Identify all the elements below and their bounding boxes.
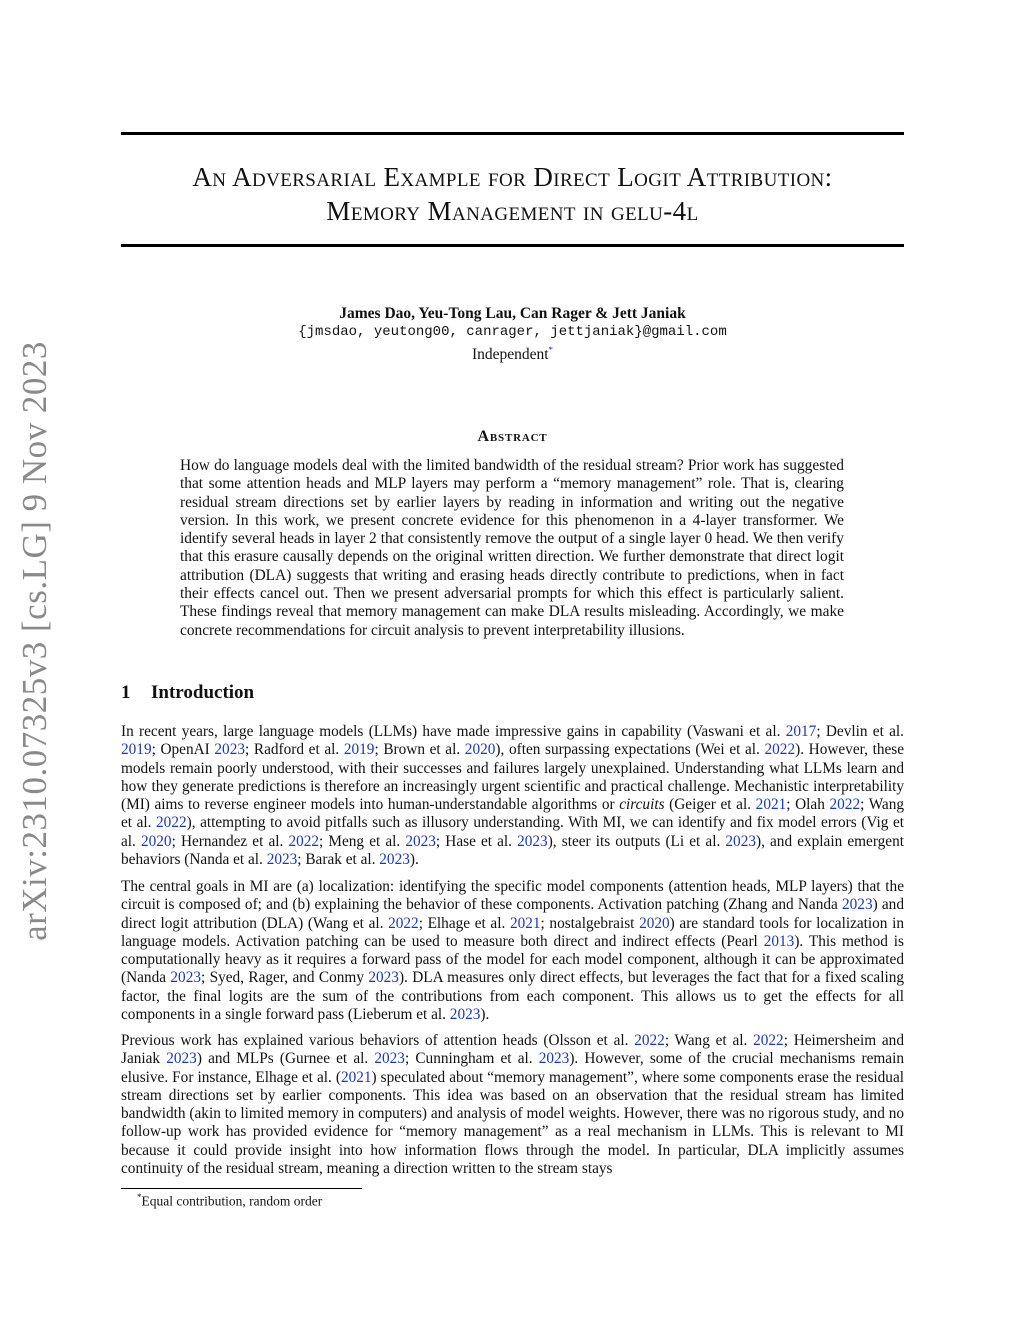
citation-link[interactable]: 2017	[785, 723, 817, 740]
citation-link[interactable]: 2013	[763, 932, 795, 950]
author-affiliation	[121, 341, 904, 364]
citation-link[interactable]: 2022	[634, 1032, 665, 1049]
section-title: Introduction	[151, 682, 255, 703]
affiliation-footnote-mark[interactable]: *	[548, 345, 554, 355]
citation-link[interactable]: 2023	[725, 832, 756, 850]
title-line-1: An Adversarial Example for Direct Logit Attribution:	[192, 162, 833, 192]
affiliation-text: Independent	[471, 346, 549, 364]
title-line-2: Memory Management in gelu-4l	[326, 196, 699, 226]
citation-link[interactable]: 2023	[368, 969, 399, 987]
section-heading-introduction	[121, 682, 254, 704]
footnote-rule	[121, 1188, 362, 1189]
citation-link[interactable]: 2022	[388, 914, 419, 932]
intro-paragraph-2: The central goals in MI are (a) localization: identifying the specific model components (attention heads, MLP layers) that the circuit is composed of; and (b) explaining the behavior of these components. Activation patching (Zhang and Nanda 2023) and direct logit attribution (DLA) (Wang et al. 2022; Elhage et al. 2021; nostalgebraist 2020) are standard tools for localization in language models. Activation patching can be used to measure both direct and indirect effects (Pearl 2013). This method is computationally heavy as it requires a forward pass of the model for each model component, although it can be approximated (Nanda 2023; Syed, Rager, and Conmy 2023). DLA measures only direct effects, but leverages the fact that for a fixed scaling factor, the final logits are the sum of the contributions from each component. This allows us to get the effects for all components in a single forward pass (Lieberum et al. 2023).	[121, 878, 905, 1024]
citation-link[interactable]: 2023	[517, 832, 548, 850]
footnote-mark: *	[137, 1192, 142, 1202]
intro-paragraph-3: Previous work has explained various behaviors of attention heads (Olsson et al. 2022; Wang et al. 2022; Heimersheim and Janiak 2023) and MLPs (Gurnee et al. 2023; Cunningham et al. 2023). However, some of the crucial mechanisms remain elusive. For instance, Elhage et al. (2021) speculated about “memory management”, where some components erase the residual stream directions set by earlier components. This idea was based on an observation that the residual stream has limited bandwidth (akin to limited memory in computers) and analysis of model weights. However, there was no rigorous study, and no follow-up work has provided evidence for “memory management” as a real mechanism in LLMs. This is relevant to MI because it could provide insight into how information flows through the model. In particular, DLA implicitly assumes continuity of the residual stream, meaning a direction written to the stream stays	[121, 1032, 905, 1178]
title-top-rule	[121, 132, 904, 135]
citation-link[interactable]: 2021	[755, 796, 787, 814]
emphasis-circuits: circuits	[619, 796, 665, 814]
citation-link[interactable]: 2023	[166, 1050, 197, 1068]
footnote-text: Equal contribution, random order	[141, 1193, 323, 1209]
citation-link[interactable]: 2020	[464, 741, 496, 759]
citation-link[interactable]: 2021	[509, 914, 541, 932]
arxiv-identifier-text: arXiv:2310.07325v3 [cs.LG] 9 Nov 2023	[15, 341, 54, 941]
citation-link[interactable]: 2023	[214, 741, 245, 759]
citation-link[interactable]: 2022	[764, 741, 796, 759]
paper-title	[121, 160, 904, 228]
citation-link[interactable]: 2022	[753, 1032, 784, 1049]
section-number: 1	[121, 682, 131, 703]
footnote	[137, 1192, 322, 1210]
citation-link[interactable]: 2023	[449, 1006, 481, 1024]
citation-link[interactable]: 2023	[266, 851, 298, 869]
citation-link[interactable]: 2022	[288, 832, 320, 850]
citation-link[interactable]: 2020	[140, 832, 172, 850]
author-emails: {jmsdao, yeutong00, canrager, jettjaniak}@gmail.com	[298, 324, 727, 340]
arxiv-identifier	[10, 341, 60, 941]
citation-link[interactable]: 2023	[405, 832, 436, 850]
author-block	[121, 305, 904, 364]
citation-link[interactable]: 2023	[374, 1050, 405, 1068]
abstract-body: How do language models deal with the limited bandwidth of the residual stream? Prior work has suggested that some attention heads and MLP layers may perform a “memory management” role. That is, clearing residual stream directions set by earlier layers by reading in information and writing out the negative version. In this work, we present concrete evidence for this phenomenon in a 4-layer transformer. We identify several heads in layer 2 that consistently remove the output of a single layer 0 head. We then verify that this erasure causally depends on the original written direction. We further demonstrate that direct logit attribution (DLA) suggests that writing and erasing heads directly contribute to predictions, when in fact their effects cancel out. Then we present adversarial prompts for which this effect is particularly salient. These findings reveal that memory management can make DLA results misleading. Accordingly, we make concrete recommendations for circuit analysis to prevent interpretability illusions.	[180, 457, 844, 639]
citation-link[interactable]: 2023	[842, 896, 873, 914]
abstract-heading: Abstract	[477, 428, 548, 445]
citation-link[interactable]: 2023	[170, 969, 201, 987]
intro-paragraph-1: In recent years, large language models (LLMs) have made impressive gains in capability (Vaswani et al. 2017; Devlin et al. 2019; OpenAI 2023; Radford et al. 2019; Brown et al. 2020), often surpassing expectations (Wei et al. 2022). However, these models remain poorly understood, with their successes and failures largely unexplained. Understanding what LLMs learn and how they generate predictions is therefore an increasingly urgent scientific and practical challenge. Mechanistic interpretability (MI) aims to reverse engineer models into human-understandable algorithms or circuits (Geiger et al. 2021; Olah 2022; Wang et al. 2022), attempting to avoid pitfalls such as illusory understanding. With MI, we can identify and fix model errors (Vig et al. 2020; Hernandez et al. 2022; Meng et al. 2023; Hase et al. 2023), steer its outputs (Li et al. 2023), and explain emergent behaviors (Nanda et al. 2023; Barak et al. 2023).	[121, 723, 904, 869]
title-bottom-rule	[121, 244, 904, 247]
citation-link[interactable]: 2019	[121, 741, 152, 759]
citation-link[interactable]: 2020	[639, 914, 670, 932]
citation-link[interactable]: 2022	[829, 796, 861, 814]
author-names: James Dao, Yeu-Tong Lau, Can Rager & Jett Janiak	[339, 305, 686, 322]
citation-link[interactable]: 2021	[340, 1068, 372, 1086]
citation-link[interactable]: 2023	[379, 851, 410, 869]
citation-link[interactable]: 2019	[343, 741, 375, 759]
citation-link[interactable]: 2023	[538, 1050, 570, 1068]
citation-link[interactable]: 2022	[156, 814, 187, 832]
